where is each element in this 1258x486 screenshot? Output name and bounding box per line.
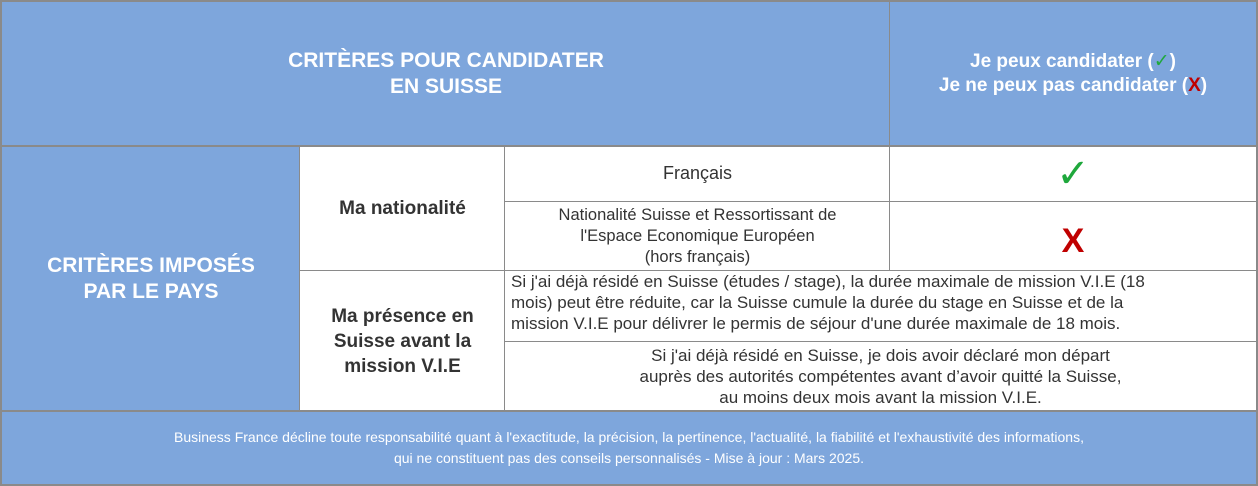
nationality-item-french-result bbox=[890, 146, 1256, 201]
divider-label-col bbox=[504, 146, 505, 411]
divider-result-col bbox=[889, 146, 890, 271]
presence-item-text: mois) peut être réduite, car la Suisse cumule la durée du stage en Suisse et de la bbox=[511, 293, 1124, 312]
legend-cannot-apply bbox=[939, 74, 1207, 98]
legend-can-apply-text: Je peux candidater ( bbox=[970, 51, 1154, 72]
footer-line1: Business France décline toute responsabilité quant à l'exactitude, la précision, la pertinence, l'actualité, la fiabilité et l'exhaustivité des informations, bbox=[174, 428, 1084, 445]
side-label-line2: PAR LE PAYS bbox=[83, 279, 219, 303]
cross-mark-icon: X bbox=[1061, 222, 1085, 260]
divider-header-col bbox=[889, 0, 890, 146]
presence-label-line3: mission V.I.E bbox=[344, 355, 461, 377]
side-label-line1: CRITÈRES IMPOSÉS bbox=[47, 253, 255, 277]
legend-cannot-apply-text: Je ne peux pas candidater ( bbox=[938, 75, 1189, 96]
nationality-item-eee-result bbox=[890, 201, 1256, 281]
nationality-label: Ma nationalité bbox=[339, 198, 466, 219]
legend-can-apply bbox=[970, 50, 1176, 74]
divider-nat-presence bbox=[300, 270, 1256, 271]
check-icon: ✓ bbox=[1153, 51, 1170, 72]
legend-can-apply-end: ) bbox=[1169, 51, 1176, 72]
check-mark-icon: ✓ bbox=[1056, 151, 1090, 196]
side-label-cell bbox=[2, 146, 300, 411]
presence-item-text: Si j'ai déjà résidé en Suisse (études / stage), la durée maximale de mission V.I.E (18 bbox=[511, 272, 1145, 291]
nationality-item-text: Français bbox=[662, 163, 733, 183]
border-top bbox=[0, 0, 1258, 2]
header-title-line2: EN SUISSE bbox=[389, 75, 503, 98]
presence-item-text: au moins deux mois avant la mission V.I.E. bbox=[719, 387, 1042, 407]
divider-footer bbox=[0, 410, 1258, 412]
header-title-line1: CRITÈRES POUR CANDIDATER bbox=[288, 49, 604, 72]
nationality-item-eee bbox=[505, 201, 890, 271]
nationality-item-text: Nationalité Suisse et Ressortissant de bbox=[558, 205, 837, 224]
presence-item-departure bbox=[505, 341, 1256, 411]
header-legend-cell bbox=[890, 2, 1256, 146]
presence-item-duration bbox=[505, 271, 1256, 341]
presence-item-text: Si j'ai déjà résidé en Suisse, je dois avoir déclaré mon départ bbox=[651, 345, 1110, 365]
footer-line2: qui ne constituent pas des conseils personnalisés - Mise à jour : Mars 2025. bbox=[393, 449, 865, 466]
header-title-cell bbox=[2, 2, 890, 146]
nationality-item-french bbox=[505, 146, 890, 201]
presence-label-cell bbox=[300, 271, 505, 411]
presence-label-line1: Ma présence en bbox=[331, 305, 474, 327]
nationality-item-text: (hors français) bbox=[644, 247, 751, 266]
divider-header bbox=[0, 145, 1258, 147]
border-left bbox=[0, 0, 2, 486]
divider-side-col bbox=[299, 146, 300, 411]
presence-item-text: auprès des autorités compétentes avant d’avoir quitté la Suisse, bbox=[639, 366, 1122, 386]
footer-disclaimer bbox=[2, 411, 1256, 484]
presence-item-text: mission V.I.E pour délivrer le permis de séjour d'une durée maximale de 18 mois. bbox=[511, 314, 1121, 333]
nationality-item-text: l'Espace Economique Européen bbox=[580, 226, 815, 245]
presence-label-line2: Suisse avant la bbox=[333, 330, 472, 352]
legend-cannot-apply-end: ) bbox=[1200, 75, 1208, 96]
divider-presence-items bbox=[505, 341, 1256, 342]
divider-nat-items bbox=[505, 201, 1256, 202]
cross-icon: X bbox=[1188, 75, 1201, 96]
nationality-label-cell bbox=[300, 146, 505, 271]
